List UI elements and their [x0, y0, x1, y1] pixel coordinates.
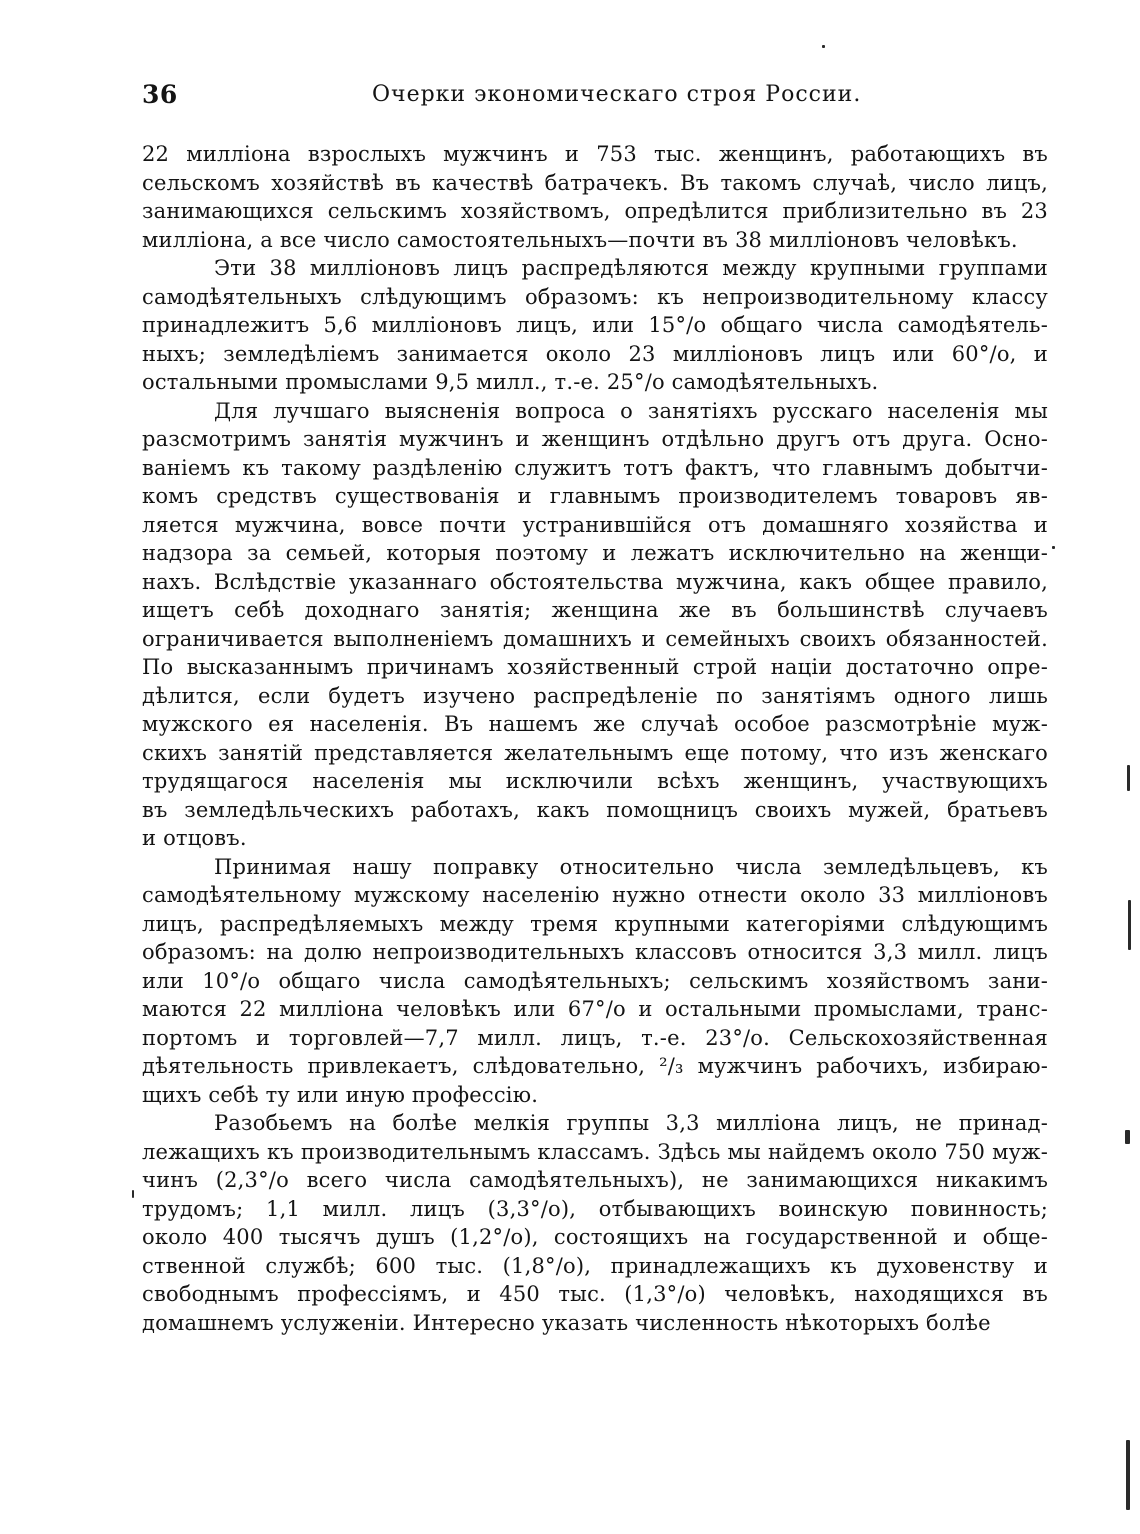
text-line: Принимая нашу поправку относительно числа земледѣльцевъ, къ — [214, 854, 1048, 879]
text-line: лежащихъ къ производительнымъ классамъ. Здѣсь мы найдемъ около 750 муж- — [142, 1139, 1048, 1164]
text-line: ныхъ; земледѣліемъ занимается около 23 милліоновъ лицъ или 60°/о, и — [142, 341, 1048, 366]
text-line: ваніемъ къ такому раздѣленію служитъ тотъ фактъ, что главнымъ добытчи- — [142, 455, 1048, 480]
text-line: По высказаннымъ причинамъ хозяйственный строй націи достаточно опре- — [142, 655, 1048, 679]
text-line: въ земледѣльческихъ работахъ, какъ помощницъ своихъ мужей, братьевъ — [142, 797, 1048, 822]
text-line: и отцовъ. — [142, 826, 247, 850]
text-line: ограничивается выполненіемъ домашнихъ и семейныхъ своихъ обязанностей. — [142, 626, 1048, 651]
text-line: Разобьемъ на болѣе мелкія группы 3,3 милліона лицъ, не принад- — [214, 1111, 1048, 1135]
text-line: принадлежитъ 5,6 милліоновъ лицъ, или 15°/о общаго числа самодѣятель- — [142, 313, 1048, 337]
text-line: комъ средствъ существованія и главнымъ производителемъ товаровъ яв- — [142, 484, 1048, 508]
text-line: Эти 38 милліоновъ лицъ распредѣляются между крупными группами — [214, 256, 1048, 280]
text-line: милліона, а все число самостоятельныхъ—почти въ 38 милліоновъ человѣкъ. — [142, 227, 1018, 252]
text-line: свободнымъ профессіямъ, и 450 тыс. (1,3°/о) человѣкъ, находящихся въ — [142, 1282, 1048, 1306]
text-line: чинъ (2,3°/о всего числа самодѣятельныхъ), не занимающихся никакимъ — [142, 1168, 1048, 1192]
running-title: Очерки экономическаго строя России. — [372, 82, 862, 107]
text-line: сельскомъ хозяйствѣ въ качествѣ батрачекъ. Въ такомъ случаѣ, число лицъ, — [142, 170, 1048, 195]
margin-speck — [1127, 765, 1130, 791]
margin-speck — [1125, 1130, 1130, 1144]
text-line: щихъ себѣ ту или иную профессію. — [142, 1082, 539, 1107]
text-line: остальными промыслами 9,5 милл., т.-е. 25°/о самодѣятельныхъ. — [142, 370, 879, 394]
text-line: домашнемъ услуженіи. Интересно указать численность нѣкоторыхъ болѣе — [142, 1310, 991, 1335]
margin-speck — [1126, 1440, 1130, 1510]
text-line: мужского ея населенія. Въ нашемъ же случаѣ особое разсмотрѣніе муж- — [142, 712, 1048, 736]
text-line: разсмотримъ занятія мужчинъ и женщинъ отдѣльно другъ отъ друга. Осно- — [142, 427, 1048, 451]
margin-speck — [132, 1190, 134, 1198]
text-line: надзора за семьей, которыя поэтому и лежатъ исключительно на женщи- — [142, 541, 1048, 565]
text-line: трудящагося населенія мы исключили всѣхъ женщинъ, участвующихъ — [142, 769, 1048, 793]
text-line: самодѣятельныхъ слѣдующимъ образомъ: къ непроизводительному классу — [142, 284, 1048, 309]
margin-speck — [1128, 900, 1131, 950]
text-line: дѣятельность привлекаетъ, слѣдовательно, ²/₃ мужчинъ рабочихъ, избираю- — [142, 1054, 1048, 1078]
text-line: скихъ занятій представляется желательнымъ еще потому, что изъ женскаго — [142, 740, 1048, 765]
text-line: дѣлится, если будетъ изучено распредѣленіе по занятіямъ одного лишь — [142, 683, 1048, 708]
text-line: нахъ. Вслѣдствіе указаннаго обстоятельства мужчина, какъ общее правило, — [142, 569, 1048, 594]
text-line: портомъ и торговлей—7,7 милл. лицъ, т.-е. 23°/о. Сельскохозяйственная — [142, 1025, 1048, 1050]
margin-speck — [1052, 546, 1055, 549]
text-line: ищетъ себѣ доходнаго занятія; женщина же въ большинствѣ случаевъ — [142, 598, 1048, 622]
text-line: маются 22 милліона человѣкъ или 67°/о и остальными промыслами, транс- — [142, 997, 1048, 1021]
text-line: образомъ: на долю непроизводительныхъ классовъ относится 3,3 милл. лицъ — [142, 940, 1048, 964]
text-line: ственной службѣ; 600 тыс. (1,8°/о), принадлежащихъ къ духовенству и — [142, 1253, 1048, 1278]
text-line: трудомъ; 1,1 милл. лицъ (3,3°/о), отбывающихъ воинскую повинность; — [142, 1196, 1048, 1221]
page-number: 36 — [142, 80, 178, 109]
text-line: или 10°/о общаго числа самодѣятельныхъ; сельскимъ хозяйствомъ зани- — [142, 968, 1048, 993]
page-header — [142, 80, 1048, 120]
body-text — [142, 140, 1048, 1337]
text-line: 22 милліона взрослыхъ мужчинъ и 753 тыс. женщинъ, работающихъ въ — [142, 142, 1048, 166]
text-line: ляется мужчина, вовсе почти устранившійся отъ домашняго хозяйства и — [142, 512, 1048, 537]
text-line: занимающихся сельскимъ хозяйствомъ, опредѣлится приблизительно въ 23 — [142, 199, 1048, 223]
text-line: около 400 тысячъ душъ (1,2°/о), состоящихъ на государственной и обще- — [142, 1225, 1048, 1249]
margin-speck — [822, 45, 825, 48]
text-line: Для лучшаго выясненія вопроса о занятіяхъ русскаго населенія мы — [214, 398, 1048, 423]
text-line: лицъ, распредѣляемыхъ между тремя крупными категоріями слѣдующимъ — [142, 911, 1048, 936]
text-line: самодѣятельному мужскому населенію нужно отнести около 33 милліоновъ — [142, 883, 1048, 907]
